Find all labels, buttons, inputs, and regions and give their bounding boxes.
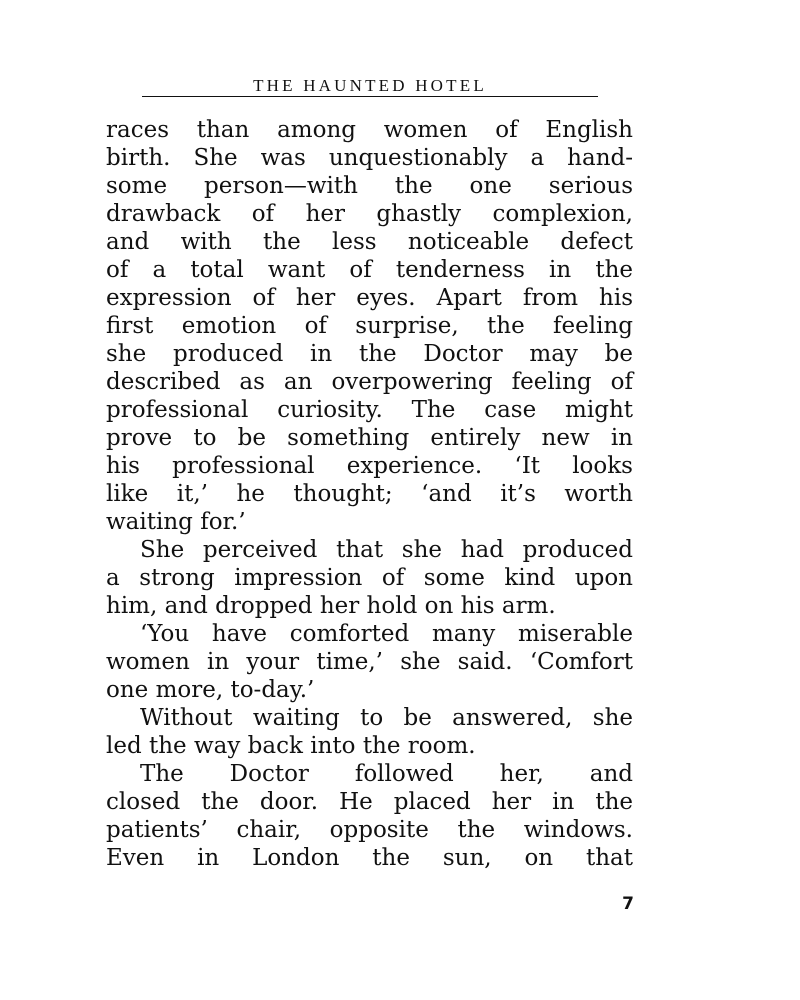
text-line: described as an overpowering feeling of — [106, 369, 633, 395]
text-line: first emotion of surprise, the feeling — [106, 313, 633, 339]
text-line: ‘You have comforted many miserable — [140, 621, 633, 647]
text-line: she produced in the Doctor may be — [106, 341, 633, 367]
text-line: drawback of her ghastly complexion, — [106, 201, 633, 227]
text-line: The Doctor followed her, and — [140, 761, 633, 787]
text-line: birth. She was unquestionably a hand- — [106, 145, 633, 171]
page-number: 7 — [622, 894, 634, 914]
text-line: of a total want of tenderness in the — [106, 257, 633, 283]
text-line: patients’ chair, opposite the windows. — [106, 817, 633, 843]
running-head-rule — [142, 96, 598, 97]
text-line: prove to be something entirely new in — [106, 425, 633, 451]
text-line: waiting for.’ — [106, 509, 246, 535]
text-line: one more, to-day.’ — [106, 677, 315, 703]
text-line: Without waiting to be answered, she — [140, 705, 633, 731]
text-line: a strong impression of some kind upon — [106, 565, 633, 591]
text-line: and with the less noticeable defect — [106, 229, 633, 255]
text-line: women in your time,’ she said. ‘Comfort — [106, 649, 633, 675]
running-head: THE HAUNTED HOTEL — [253, 76, 487, 95]
text-line: expression of her eyes. Apart from his — [106, 285, 633, 311]
text-line: some person—with the one serious — [106, 173, 633, 199]
body-text — [106, 116, 633, 872]
text-line: his professional experience. ‘It looks — [106, 453, 633, 479]
text-line: like it,’ he thought; ‘and it’s worth — [106, 481, 633, 507]
text-line: closed the door. He placed her in the — [106, 789, 633, 815]
text-line: She perceived that she had produced — [140, 537, 633, 563]
text-line: Even in London the sun, on that — [106, 845, 633, 871]
text-line: professional curiosity. The case might — [106, 397, 633, 423]
text-line: races than among women of English — [106, 117, 633, 143]
text-line: him, and dropped her hold on his arm. — [106, 593, 556, 619]
text-line: led the way back into the room. — [106, 733, 476, 759]
